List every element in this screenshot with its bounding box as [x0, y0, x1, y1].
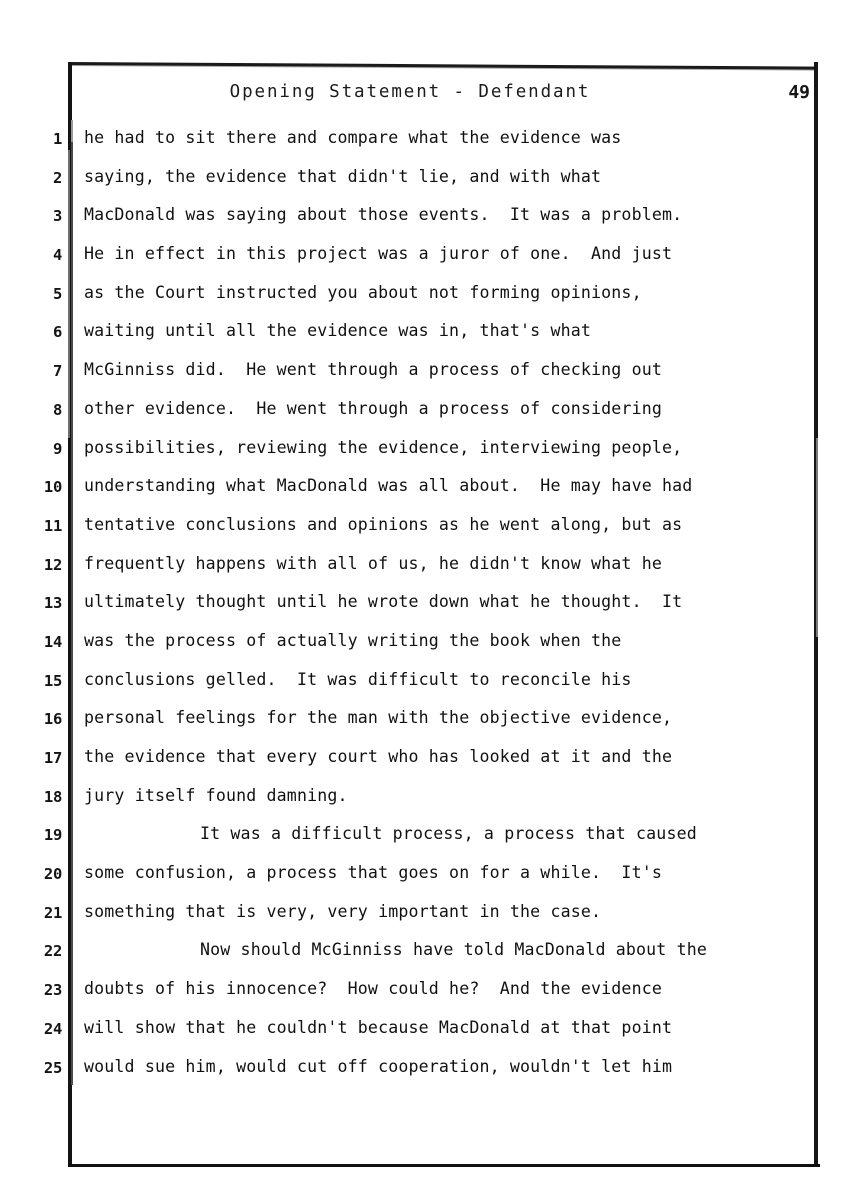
line-number: 16 [43, 710, 62, 729]
transcript-line [0, 358, 860, 397]
transcript-line [0, 938, 860, 977]
transcript-line [0, 319, 860, 358]
line-text: He in effect in this project was a juror of one. And just [84, 244, 673, 264]
line-number: 4 [52, 246, 62, 265]
line-number: 17 [43, 749, 62, 767]
transcript-line [0, 513, 860, 552]
page-border-top [68, 62, 818, 70]
line-text: MacDonald was saying about those events. It was a problem. [84, 205, 683, 225]
line-text: It was a difficult process, a process that caused [200, 824, 697, 844]
line-text: ultimately thought until he wrote down what he thought. It [84, 592, 683, 612]
line-number: 1 [52, 130, 62, 148]
line-text: doubts of his innocence? How could he? And the evidence [84, 979, 662, 999]
transcript-line [0, 900, 860, 939]
line-number: 5 [52, 284, 62, 303]
line-text: McGinniss did. He went through a process of checking out [84, 360, 662, 380]
line-number: 25 [43, 1058, 62, 1077]
transcript-line [0, 668, 860, 707]
transcript-line [0, 436, 860, 475]
line-text: personal feelings for the man with the objective evidence, [84, 708, 673, 728]
transcript-line [0, 590, 860, 629]
transcript-line [0, 242, 860, 281]
transcript-line [0, 397, 860, 436]
line-text: tentative conclusions and opinions as he went along, but as [84, 514, 683, 534]
line-text: was the process of actually writing the book when the [84, 630, 622, 650]
transcript-line [0, 552, 860, 591]
page-number: 49 [788, 82, 810, 103]
line-text: possibilities, reviewing the evidence, interviewing people, [84, 437, 683, 457]
transcript-line [0, 281, 860, 320]
line-text: saying, the evidence that didn't lie, and with what [84, 166, 602, 186]
transcript-line [0, 203, 860, 242]
line-number: 9 [52, 439, 62, 458]
page-title: Opening Statement - Defendant [229, 82, 591, 102]
transcript-line [0, 745, 860, 784]
line-number: 13 [43, 594, 62, 613]
line-text: other evidence. He went through a process of considering [84, 398, 662, 418]
transcript-line [0, 861, 860, 900]
line-number: 21 [43, 903, 62, 922]
line-number: 11 [43, 516, 62, 535]
line-number: 6 [52, 323, 62, 342]
line-number: 15 [43, 671, 62, 690]
line-number: 10 [43, 478, 62, 497]
line-text: jury itself found damning. [84, 785, 348, 805]
line-number: 7 [52, 362, 62, 381]
line-number: 19 [43, 826, 62, 845]
line-text: Now should McGinniss have told MacDonald about the [200, 940, 708, 960]
transcript-line [0, 706, 860, 745]
line-number: 12 [43, 555, 62, 574]
line-number: 14 [43, 632, 62, 651]
transcript-line [0, 126, 860, 165]
line-text: the evidence that every court who has looked at it and the [84, 747, 673, 766]
line-text: something that is very, very important in the case. [84, 901, 602, 921]
transcript-line [0, 165, 860, 204]
transcript-body [0, 126, 860, 1093]
line-text: would sue him, would cut off cooperation, wouldn't let him [84, 1056, 673, 1076]
line-text: he had to sit there and compare what the evidence was [84, 128, 622, 147]
transcript-line [0, 1016, 860, 1055]
line-number: 18 [43, 787, 62, 806]
line-number: 2 [52, 168, 62, 187]
line-text: some confusion, a process that goes on for a while. It's [84, 863, 662, 883]
line-number: 8 [52, 400, 62, 419]
line-text: as the Court instructed you about not forming opinions, [84, 282, 642, 302]
page-header [80, 82, 810, 112]
line-text: will show that he couldn't because MacDonald at that point [84, 1017, 673, 1037]
line-text: understanding what MacDonald was all about. He may have had [84, 476, 693, 496]
line-text: conclusions gelled. It was difficult to reconcile his [84, 669, 632, 689]
transcript-line [0, 784, 860, 823]
line-number: 3 [52, 207, 62, 226]
line-number: 24 [43, 1019, 62, 1038]
transcript-line [0, 822, 860, 861]
transcript-line [0, 629, 860, 668]
line-number: 22 [43, 942, 62, 961]
line-number: 20 [43, 865, 62, 884]
line-text: frequently happens with all of us, he didn't know what he [84, 553, 662, 573]
transcript-line [0, 1055, 860, 1094]
page-border-bottom [68, 1164, 820, 1167]
line-number: 23 [43, 981, 62, 1000]
transcript-line [0, 474, 860, 513]
transcript-line [0, 977, 860, 1016]
line-text: waiting until all the evidence was in, that's what [84, 321, 592, 341]
